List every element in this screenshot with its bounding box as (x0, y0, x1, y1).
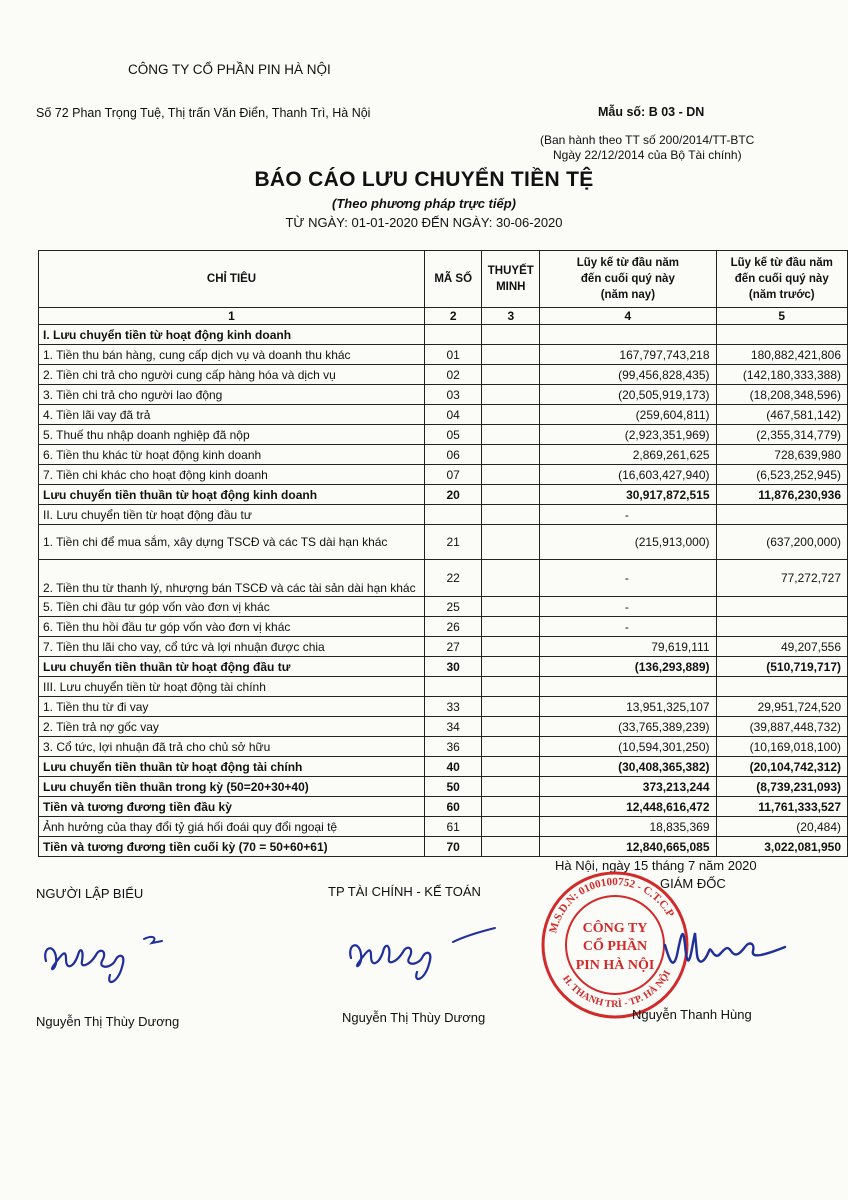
row-label: 1. Tiền thu bán hàng, cung cấp dịch vụ và doanh thu khác (39, 345, 425, 365)
row-current-value: (33,765,389,239) (540, 717, 716, 737)
row-code: 06 (425, 445, 482, 465)
row-prior-value: 29,951,724,520 (716, 697, 848, 717)
row-label: 1. Tiền chi để mua sắm, xây dựng TSCĐ và các TS dài hạn khác (39, 525, 425, 560)
row-current-value: 79,619,111 (540, 637, 716, 657)
preparer-title: NGƯỜI LẬP BIỂU (36, 886, 144, 901)
header-current-line3: (năm nay) (600, 289, 656, 301)
accountant-signature (345, 918, 505, 993)
row-note (482, 757, 540, 777)
table-row (39, 445, 848, 465)
row-code: 50 (425, 777, 482, 797)
column-number: 5 (716, 308, 848, 325)
row-current-value (540, 677, 716, 697)
row-code: 26 (425, 617, 482, 637)
row-code: 05 (425, 425, 482, 445)
header-note-line1: THUYẾT (487, 265, 534, 277)
row-label: 6. Tiền thu hồi đầu tư góp vốn vào đơn vị khác (39, 617, 425, 637)
table-row (39, 657, 848, 677)
table-row (39, 797, 848, 817)
header-prior-line1: Lũy kế từ đầu năm (730, 257, 833, 269)
table-row (39, 617, 848, 637)
row-label: Lưu chuyển tiền thuần trong kỳ (50=20+30+40) (39, 777, 425, 797)
row-prior-value: (20,104,742,312) (716, 757, 848, 777)
header-current (540, 251, 716, 308)
row-note (482, 697, 540, 717)
cash-flow-table (38, 250, 848, 857)
row-label: 2. Tiền chi trả cho người cung cấp hàng hóa và dịch vụ (39, 365, 425, 385)
row-note (482, 325, 540, 345)
row-code (425, 677, 482, 697)
table-row (39, 425, 848, 445)
row-label: 2. Tiền thu từ thanh lý, nhượng bán TSCĐ và các tài sản dài hạn khác (39, 560, 425, 597)
header-note (482, 251, 540, 308)
director-signature (655, 915, 805, 985)
row-code (425, 505, 482, 525)
row-code: 30 (425, 657, 482, 677)
table-row (39, 505, 848, 525)
row-prior-value: (39,887,448,732) (716, 717, 848, 737)
issued-note-line1: (Ban hành theo TT số 200/2014/TT-BTC (540, 133, 755, 147)
issued-note-line2: Ngày 22/12/2014 của Bộ Tài chính) (553, 148, 742, 162)
preparer-signature (40, 925, 190, 995)
row-note (482, 465, 540, 485)
row-current-value: (16,603,427,940) (540, 465, 716, 485)
row-current-value: 167,797,743,218 (540, 345, 716, 365)
table-row (39, 757, 848, 777)
row-code (425, 325, 482, 345)
table-row (39, 637, 848, 657)
row-current-value: 30,917,872,515 (540, 485, 716, 505)
row-code: 20 (425, 485, 482, 505)
director-name: Nguyễn Thanh Hùng (632, 1007, 752, 1022)
row-prior-value (716, 597, 848, 617)
column-number: 1 (39, 308, 425, 325)
row-prior-value: (20,484) (716, 817, 848, 837)
row-label: 1. Tiền thu từ đi vay (39, 697, 425, 717)
row-label: 6. Tiền thu khác từ hoạt động kinh doanh (39, 445, 425, 465)
column-number: 3 (482, 308, 540, 325)
row-prior-value: (10,169,018,100) (716, 737, 848, 757)
row-note (482, 617, 540, 637)
row-label: 5. Thuế thu nhập doanh nghiệp đã nộp (39, 425, 425, 445)
row-code: 60 (425, 797, 482, 817)
table-row (39, 817, 848, 837)
row-prior-value: 728,639,980 (716, 445, 848, 465)
table-row (39, 385, 848, 405)
column-number-row (39, 308, 848, 325)
row-label: I. Lưu chuyển tiền từ hoạt động kinh doanh (39, 325, 425, 345)
table-row (39, 597, 848, 617)
table-row (39, 365, 848, 385)
row-current-value: (259,604,811) (540, 405, 716, 425)
row-code: 27 (425, 637, 482, 657)
row-prior-value: 11,761,333,527 (716, 797, 848, 817)
column-number: 4 (540, 308, 716, 325)
row-current-value: (2,923,351,969) (540, 425, 716, 445)
report-title: BÁO CÁO LƯU CHUYỂN TIỀN TỆ (254, 168, 594, 191)
header-note-line2: MINH (496, 281, 526, 293)
row-code: 07 (425, 465, 482, 485)
header-code: MÃ SỐ (425, 251, 482, 308)
row-code: 22 (425, 560, 482, 597)
header-current-line1: Lũy kế từ đầu năm (576, 257, 679, 269)
table-row (39, 737, 848, 757)
table-row (39, 560, 848, 597)
row-label: 7. Tiền thu lãi cho vay, cổ tức và lợi nhuận được chia (39, 637, 425, 657)
row-prior-value: 49,207,556 (716, 637, 848, 657)
row-code: 03 (425, 385, 482, 405)
row-prior-value: (18,208,348,596) (716, 385, 848, 405)
company-address: Số 72 Phan Trọng Tuệ, Thị trấn Văn Điển, Thanh Trì, Hà Nội (36, 106, 371, 120)
row-code: 61 (425, 817, 482, 837)
table-row (39, 325, 848, 345)
row-prior-value: (6,523,252,945) (716, 465, 848, 485)
row-note (482, 560, 540, 597)
row-label: Lưu chuyển tiền thuần từ hoạt động đầu tư (39, 657, 425, 677)
row-code: 25 (425, 597, 482, 617)
row-label: 3. Tiền chi trả cho người lao động (39, 385, 425, 405)
accountant-name: Nguyễn Thị Thùy Dương (342, 1010, 486, 1025)
row-note (482, 425, 540, 445)
row-current-value: - (540, 505, 716, 525)
row-code: 70 (425, 837, 482, 857)
report-method: (Theo phương pháp trực tiếp) (332, 196, 516, 211)
row-code: 02 (425, 365, 482, 385)
row-note (482, 345, 540, 365)
row-prior-value (716, 677, 848, 697)
row-code: 21 (425, 525, 482, 560)
row-note (482, 445, 540, 465)
row-current-value: (99,456,828,435) (540, 365, 716, 385)
row-current-value: 2,869,261,625 (540, 445, 716, 465)
row-prior-value: (467,581,142) (716, 405, 848, 425)
header-prior-line3: (năm trước) (748, 289, 815, 301)
row-prior-value: (8,739,231,093) (716, 777, 848, 797)
stamp-line3: PIN HÀ NỘI (575, 958, 655, 973)
row-label: 5. Tiền chi đầu tư góp vốn vào đơn vị khác (39, 597, 425, 617)
row-prior-value: (2,355,314,779) (716, 425, 848, 445)
table-row (39, 465, 848, 485)
row-note (482, 525, 540, 560)
row-code: 36 (425, 737, 482, 757)
header-item: CHỈ TIÊU (39, 251, 425, 308)
row-current-value: (136,293,889) (540, 657, 716, 677)
row-note (482, 365, 540, 385)
row-note (482, 505, 540, 525)
row-note (482, 677, 540, 697)
row-prior-value: (510,719,717) (716, 657, 848, 677)
table-row (39, 677, 848, 697)
row-note (482, 817, 540, 837)
row-code: 34 (425, 717, 482, 737)
header-current-line2: đến cuối quý này (580, 273, 675, 285)
row-current-value: - (540, 560, 716, 597)
table-row (39, 345, 848, 365)
accountant-title: TP TÀI CHÍNH - KẾ TOÁN (328, 884, 481, 899)
stamp-line1: CÔNG TY (582, 921, 648, 936)
header-prior (716, 251, 848, 308)
row-prior-value: 11,876,230,936 (716, 485, 848, 505)
row-note (482, 777, 540, 797)
row-code: 01 (425, 345, 482, 365)
stamp-line2: CỔ PHẦN (582, 939, 648, 954)
row-current-value: - (540, 597, 716, 617)
row-label: III. Lưu chuyển tiền từ hoạt động tài chính (39, 677, 425, 697)
row-prior-value: (637,200,000) (716, 525, 848, 560)
place-and-date: Hà Nội, ngày 15 tháng 7 năm 2020 (555, 858, 757, 873)
row-note (482, 837, 540, 857)
table-row (39, 697, 848, 717)
table-row (39, 485, 848, 505)
row-label: II. Lưu chuyển tiền từ hoạt động đầu tư (39, 505, 425, 525)
column-number: 2 (425, 308, 482, 325)
stamp-ring-text: M.S.D.N: 0100100752 - C.T.C.P (547, 875, 677, 935)
row-label: 7. Tiền chi khác cho hoạt động kinh doanh (39, 465, 425, 485)
form-number: Mẫu số: B 03 - DN (598, 105, 705, 119)
row-prior-value: 3,022,081,950 (716, 837, 848, 857)
table-row (39, 525, 848, 560)
row-current-value: - (540, 617, 716, 637)
row-note (482, 485, 540, 505)
row-note (482, 797, 540, 817)
table-row (39, 717, 848, 737)
row-current-value: (215,913,000) (540, 525, 716, 560)
row-prior-value: 77,272,727 (716, 560, 848, 597)
director-title: GIÁM ĐỐC (660, 876, 726, 891)
row-prior-value (716, 617, 848, 637)
row-current-value: 13,951,325,107 (540, 697, 716, 717)
row-label: Tiền và tương đương tiền đầu kỳ (39, 797, 425, 817)
row-note (482, 657, 540, 677)
row-label: 4. Tiền lãi vay đã trả (39, 405, 425, 425)
row-prior-value (716, 505, 848, 525)
row-prior-value: 180,882,421,806 (716, 345, 848, 365)
row-current-value: 12,448,616,472 (540, 797, 716, 817)
row-note (482, 717, 540, 737)
row-prior-value (716, 325, 848, 345)
table-row (39, 837, 848, 857)
row-note (482, 637, 540, 657)
row-label: Tiền và tương đương tiền cuối kỳ (70 = 50+60+61) (39, 837, 425, 857)
row-note (482, 737, 540, 757)
row-label: 2. Tiền trả nợ gốc vay (39, 717, 425, 737)
row-label: Lưu chuyển tiền thuần từ hoạt động tài chính (39, 757, 425, 777)
row-label: 3. Cổ tức, lợi nhuận đã trả cho chủ sở hữu (39, 737, 425, 757)
row-current-value: 373,213,244 (540, 777, 716, 797)
table-row (39, 405, 848, 425)
row-note (482, 405, 540, 425)
header-prior-line2: đến cuối quý này (734, 273, 829, 285)
row-code: 33 (425, 697, 482, 717)
stamp-bottom-text: H. THANH TRÌ - TP. HÀ NỘI (560, 968, 674, 1011)
row-note (482, 385, 540, 405)
row-current-value: 18,835,369 (540, 817, 716, 837)
row-current-value (540, 325, 716, 345)
row-current-value: (20,505,919,173) (540, 385, 716, 405)
row-label: Ảnh hưởng của thay đổi tỷ giá hối đoái quy đổi ngoại tệ (39, 817, 425, 837)
row-prior-value: (142,180,333,388) (716, 365, 848, 385)
row-label: Lưu chuyển tiền thuần từ hoạt động kinh doanh (39, 485, 425, 505)
preparer-name: Nguyễn Thị Thùy Dương (36, 1014, 180, 1029)
row-current-value: (30,408,365,382) (540, 757, 716, 777)
row-code: 40 (425, 757, 482, 777)
table-row (39, 777, 848, 797)
row-code: 04 (425, 405, 482, 425)
cash-flow-rows (39, 325, 848, 857)
company-name: CÔNG TY CỔ PHẦN PIN HÀ NỘI (128, 62, 331, 77)
row-note (482, 597, 540, 617)
row-current-value: (10,594,301,250) (540, 737, 716, 757)
row-current-value: 12,840,665,085 (540, 837, 716, 857)
report-period: TỪ NGÀY: 01-01-2020 ĐẾN NGÀY: 30-06-2020 (285, 215, 563, 230)
